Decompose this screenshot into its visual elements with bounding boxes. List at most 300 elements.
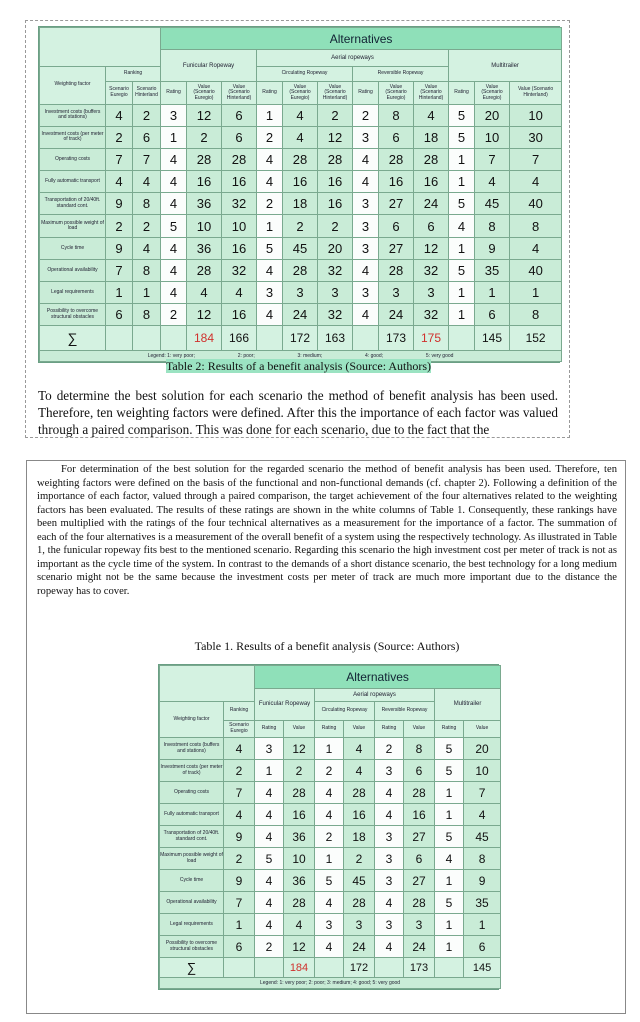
legend-item: 3: medium; (297, 352, 323, 359)
rating-cell: 1 (161, 126, 187, 148)
table-row (40, 171, 562, 193)
rating-cell: 4 (375, 892, 404, 914)
value-cell: 18 (283, 193, 318, 215)
empty-sum-cell (224, 958, 255, 978)
rating-cell: 1 (435, 936, 464, 958)
value-cell: 3 (379, 282, 414, 304)
value-cell: 8 (379, 104, 414, 126)
table-row (160, 914, 501, 936)
table-row (160, 826, 501, 848)
sum-cell: 172 (283, 326, 318, 350)
value-cell: 32 (318, 259, 353, 281)
value-cell: 10 (475, 126, 510, 148)
value-cell: 28 (283, 259, 318, 281)
value-cell: 9 (464, 870, 501, 892)
ranking-cell: 9 (224, 870, 255, 892)
ranking-cell: 4 (106, 104, 133, 126)
legend-item: 4: good; (365, 352, 384, 359)
value-cell: 12 (284, 738, 315, 760)
sum-cell: 184 (187, 326, 222, 350)
table1-corner (160, 666, 255, 702)
rating-cell: 1 (255, 760, 284, 782)
value-cell: 16 (318, 171, 353, 193)
value-cell: 6 (414, 215, 449, 237)
table-row (40, 126, 562, 148)
rating-cell: 1 (435, 804, 464, 826)
weighting-factor-label: Transportation of 20/40ft. standard cont. (40, 193, 106, 215)
rating-cell: 3 (353, 126, 379, 148)
rating-cell: 3 (315, 914, 344, 936)
rating-cell: 5 (161, 215, 187, 237)
circulating-header: Circulating Ropeway (315, 701, 375, 720)
rating-cell: 4 (353, 148, 379, 170)
value-cell: 16 (283, 171, 318, 193)
rating-cell: 4 (255, 892, 284, 914)
rating-cell: 5 (435, 738, 464, 760)
value-euregio-header: Value (Scenario Euregio) (475, 82, 510, 104)
alternatives-header: Alternatives (161, 28, 562, 50)
value-cell: 7 (464, 782, 501, 804)
rating-cell: 5 (315, 870, 344, 892)
value-cell: 6 (404, 848, 435, 870)
sum-cell: 166 (222, 326, 257, 350)
sum-cell: 172 (344, 958, 375, 978)
value-cell: 28 (344, 782, 375, 804)
table-row (160, 804, 501, 826)
rating-header: Rating (375, 720, 404, 738)
rating-cell: 4 (353, 259, 379, 281)
rating-header: Rating (353, 82, 379, 104)
rating-cell: 1 (449, 171, 475, 193)
rating-cell: 1 (257, 215, 283, 237)
value-cell: 10 (464, 760, 501, 782)
rating-cell: 4 (257, 148, 283, 170)
rating-cell: 4 (161, 148, 187, 170)
value-cell: 4 (344, 760, 375, 782)
circulating-header: Circulating Ropeway (257, 66, 353, 82)
rating-cell: 1 (449, 282, 475, 304)
legend-item: 5: very good (425, 352, 454, 359)
rating-cell: 3 (375, 870, 404, 892)
ranking-cell: 9 (106, 237, 133, 259)
rating-cell: 3 (257, 282, 283, 304)
table-row (40, 193, 562, 215)
weighting-factor-label: Transportation of 20/40ft. standard cont. (160, 826, 224, 848)
table1-legend: Legend: 1: very poor; 2: poor; 3: medium; 4: good; 5: very good (160, 978, 501, 989)
value-cell: 20 (318, 237, 353, 259)
ranking-cell: 6 (224, 936, 255, 958)
empty-sum-cell (353, 326, 379, 350)
value-cell: 24 (379, 304, 414, 326)
value-cell: 16 (284, 804, 315, 826)
value-cell: 24 (344, 936, 375, 958)
value-cell: 6 (222, 126, 257, 148)
value-cell: 32 (414, 304, 449, 326)
value-cell: 12 (284, 936, 315, 958)
table-row (160, 892, 501, 914)
value-cell: 4 (510, 171, 562, 193)
sum-symbol: ∑ (40, 326, 106, 350)
value-cell: 2 (187, 126, 222, 148)
table1-caption: Table 1. Results of a benefit analysis (Source: Authors) (194, 639, 460, 653)
value-cell: 45 (464, 826, 501, 848)
weighting-factor-label: Investment costs (buffers and stations) (40, 104, 106, 126)
rating-cell: 3 (353, 193, 379, 215)
rating-cell: 2 (315, 760, 344, 782)
table2-corner (40, 28, 161, 67)
table-row (40, 259, 562, 281)
rating-cell: 4 (435, 848, 464, 870)
rating-cell: 3 (375, 848, 404, 870)
weighting-factor-label: Maximum possible weight of load (40, 215, 106, 237)
ranking-cell: 8 (133, 259, 161, 281)
rating-cell: 4 (257, 304, 283, 326)
value-cell: 4 (464, 804, 501, 826)
rating-cell: 4 (375, 804, 404, 826)
value-cell: 16 (222, 171, 257, 193)
ranking-cell: 7 (133, 148, 161, 170)
value-cell: 32 (222, 259, 257, 281)
weighting-factor-label: Investment costs (per meter of track) (40, 126, 106, 148)
value-cell: 32 (414, 259, 449, 281)
table-row (40, 304, 562, 326)
empty-sum-cell (133, 326, 161, 350)
reversible-header: Reversible Ropeway (353, 66, 449, 82)
weighting-factor-label: Operating costs (40, 148, 106, 170)
top-document-panel (25, 20, 570, 438)
rating-header: Rating (257, 82, 283, 104)
rating-cell: 1 (435, 914, 464, 936)
value-cell: 4 (222, 282, 257, 304)
rating-cell: 4 (353, 304, 379, 326)
top-paragraph: To determine the best solution for each scenario the method of benefit analysis has been used. Therefore, ten weighting factors were defined. After this the importance of each factor was valued through a paired comparison. This was done for each scenario, due to the fact that the (38, 388, 558, 437)
rating-cell: 2 (315, 826, 344, 848)
table-row (40, 282, 562, 304)
weighting-factor-label: Investment costs (per meter of track) (160, 760, 224, 782)
rating-cell: 4 (255, 914, 284, 936)
weighting-factor-label: Legal requirements (160, 914, 224, 936)
rating-cell: 4 (161, 259, 187, 281)
value-cell: 3 (344, 914, 375, 936)
value-cell: 24 (404, 936, 435, 958)
value-cell: 36 (284, 870, 315, 892)
value-cell: 28 (379, 259, 414, 281)
value-cell: 32 (318, 304, 353, 326)
ranking-cell: 1 (224, 914, 255, 936)
rating-cell: 5 (435, 892, 464, 914)
value-cell: 28 (404, 782, 435, 804)
rating-cell: 4 (161, 171, 187, 193)
rating-cell: 1 (435, 782, 464, 804)
value-cell: 16 (318, 193, 353, 215)
weighting-factor-label: Operational availability (160, 892, 224, 914)
aerial-ropeways-header: Aerial ropeways (257, 50, 449, 67)
rating-cell: 5 (449, 104, 475, 126)
value-cell: 28 (187, 148, 222, 170)
bottom-paragraph: For determination of the best solution for the regarded scenario the method of benefit analysis has been used. Therefore, ten weighting factors were defined on the basis of the functional and non-functional demands (cf. chapter 2). Following a definition of the importance of each factor, valued through a paired comparison, the target achievement of the four alternatives related to the weighting factors has been evaluated. The results of these ratings are shown in the white columns of Table 1. Consequently, these rankings have been multiplied with the ratings of the four technical alternatives as a measurement for the importance of a factor. The summation of each of the four alternatives is a measurement of the overall benefit of a system using the respectively technology. As illustrated in Table 1, the funicular ropeway fits best to the mentioned scenario. Regarding this scenario the high investment cost per meter of track is not as important as the cycle time of the system. In contrast to the demands of a short distance scenario, the best technology for a long medium scenario might not be the same because the investment costs per meter of track are much more important due to the distance the ropeway has to cover. (37, 464, 617, 597)
table-row (160, 760, 501, 782)
value-cell: 2 (318, 104, 353, 126)
sum-cell: 145 (475, 326, 510, 350)
value-cell: 28 (318, 148, 353, 170)
value-cell: 6 (464, 936, 501, 958)
ranking-cell: 2 (224, 848, 255, 870)
ranking-cell: 1 (133, 282, 161, 304)
rating-cell: 1 (449, 304, 475, 326)
ranking-cell: 9 (224, 826, 255, 848)
value-cell: 7 (475, 148, 510, 170)
value-cell: 27 (404, 870, 435, 892)
value-cell: 9 (475, 237, 510, 259)
value-euregio-header: Value (Scenario Euregio) (283, 82, 318, 104)
value-cell: 4 (283, 104, 318, 126)
value-cell: 20 (475, 104, 510, 126)
value-cell: 18 (344, 826, 375, 848)
value-cell: 28 (283, 148, 318, 170)
value-cell: 32 (222, 193, 257, 215)
value-cell: 40 (510, 193, 562, 215)
value-header: Value (284, 720, 315, 738)
weighting-factor-label: Fully automatic transport (40, 171, 106, 193)
rating-cell: 4 (161, 237, 187, 259)
value-cell: 28 (284, 892, 315, 914)
value-cell: 10 (222, 215, 257, 237)
ranking-cell: 7 (224, 892, 255, 914)
rating-cell: 4 (315, 936, 344, 958)
value-cell: 2 (344, 848, 375, 870)
funicular-header: Funicular Ropeway (255, 689, 315, 720)
value-cell: 4 (475, 171, 510, 193)
reversible-header: Reversible Ropeway (375, 701, 435, 720)
multitrailer-header: Multitrailer (449, 50, 562, 82)
value-header: Value (404, 720, 435, 738)
weighting-factor-label: Cycle time (160, 870, 224, 892)
value-cell: 24 (414, 193, 449, 215)
rating-header: Rating (435, 720, 464, 738)
sum-cell: 163 (318, 326, 353, 350)
rating-cell: 2 (353, 104, 379, 126)
value-cell: 3 (318, 282, 353, 304)
value-cell: 10 (187, 215, 222, 237)
value-cell: 16 (344, 804, 375, 826)
value-cell: 2 (318, 215, 353, 237)
value-cell: 2 (284, 760, 315, 782)
value-cell: 6 (404, 760, 435, 782)
value-cell: 6 (475, 304, 510, 326)
rating-cell: 3 (353, 215, 379, 237)
value-cell: 40 (510, 259, 562, 281)
sum-cell: 173 (404, 958, 435, 978)
rating-cell: 1 (315, 738, 344, 760)
value-cell: 16 (379, 171, 414, 193)
ranking-cell: 8 (133, 193, 161, 215)
sum-cell: 152 (510, 326, 562, 350)
value-cell: 4 (187, 282, 222, 304)
rating-cell: 3 (375, 914, 404, 936)
value-cell: 10 (284, 848, 315, 870)
rating-cell: 5 (255, 848, 284, 870)
table-row (40, 237, 562, 259)
value-cell: 10 (510, 104, 562, 126)
ranking-cell: 2 (133, 215, 161, 237)
sum-cell: 184 (284, 958, 315, 978)
value-cell: 36 (284, 826, 315, 848)
value-cell: 1 (475, 282, 510, 304)
ranking-cell: 2 (224, 760, 255, 782)
table-row (160, 782, 501, 804)
legend-item: 2: poor; (237, 352, 255, 359)
value-cell: 36 (187, 193, 222, 215)
value-cell: 16 (222, 304, 257, 326)
weighting-factor-label: Maximum possible weight of load (160, 848, 224, 870)
value-cell: 20 (464, 738, 501, 760)
value-cell: 45 (344, 870, 375, 892)
value-cell: 36 (187, 237, 222, 259)
rating-cell: 3 (353, 237, 379, 259)
aerial-ropeways-header: Aerial ropeways (315, 689, 435, 702)
value-cell: 4 (344, 738, 375, 760)
rating-cell: 1 (315, 848, 344, 870)
rating-cell: 4 (315, 892, 344, 914)
value-cell: 27 (379, 237, 414, 259)
rating-header: Rating (161, 82, 187, 104)
ranking-cell: 2 (106, 126, 133, 148)
ranking-cell: 6 (133, 126, 161, 148)
rating-cell: 4 (257, 259, 283, 281)
sum-cell: 145 (464, 958, 501, 978)
value-header: Value (464, 720, 501, 738)
value-cell: 16 (414, 171, 449, 193)
value-cell: 12 (318, 126, 353, 148)
rating-cell: 2 (161, 304, 187, 326)
value-cell: 28 (344, 892, 375, 914)
value-cell: 3 (283, 282, 318, 304)
weighting-factor-label: Cycle time (40, 237, 106, 259)
ranking-cell: 1 (106, 282, 133, 304)
value-hinterland-header: Value (Scenario Hinterland) (318, 82, 353, 104)
scenario-euregio-header: Scenario Euregio (224, 720, 255, 738)
rating-cell: 4 (161, 193, 187, 215)
ranking-cell: 4 (224, 738, 255, 760)
rating-cell: 5 (435, 826, 464, 848)
table-row (160, 848, 501, 870)
empty-sum-cell (449, 326, 475, 350)
empty-sum-cell (435, 958, 464, 978)
value-cell: 6 (222, 104, 257, 126)
rating-cell: 3 (161, 104, 187, 126)
ranking-cell: 6 (106, 304, 133, 326)
weighting-factor-label: Legal requirements (40, 282, 106, 304)
table-row (40, 215, 562, 237)
ranking-cell: 8 (133, 304, 161, 326)
ranking-header: Ranking (224, 701, 255, 720)
table-row (40, 148, 562, 170)
rating-header: Rating (449, 82, 475, 104)
value-header: Value (344, 720, 375, 738)
rating-cell: 2 (375, 738, 404, 760)
rating-cell: 4 (449, 215, 475, 237)
weighting-factor-label: Possibility to overcome structural obstacles (160, 936, 224, 958)
rating-cell: 4 (255, 804, 284, 826)
ranking-cell: 7 (106, 259, 133, 281)
value-euregio-header: Value (Scenario Euregio) (379, 82, 414, 104)
value-cell: 27 (379, 193, 414, 215)
value-cell: 28 (187, 259, 222, 281)
rating-cell: 4 (161, 282, 187, 304)
weighting-factor-label: Possibility to overcome structural obstacles (40, 304, 106, 326)
ranking-cell: 4 (106, 171, 133, 193)
empty-sum-cell (375, 958, 404, 978)
value-cell: 16 (187, 171, 222, 193)
value-cell: 4 (414, 104, 449, 126)
value-hinterland-header: Value (Scenario Hinterland) (222, 82, 257, 104)
rating-cell: 3 (375, 826, 404, 848)
rating-cell: 1 (257, 104, 283, 126)
ranking-cell: 9 (106, 193, 133, 215)
rating-cell: 4 (257, 171, 283, 193)
rating-cell: 2 (255, 936, 284, 958)
value-cell: 3 (404, 914, 435, 936)
ranking-cell: 2 (133, 104, 161, 126)
value-cell: 12 (187, 104, 222, 126)
value-cell: 8 (404, 738, 435, 760)
value-cell: 8 (510, 215, 562, 237)
weighting-factor-header: Weighting factor (40, 66, 106, 104)
ranking-cell: 4 (133, 237, 161, 259)
empty-sum-cell (161, 326, 187, 350)
value-cell: 30 (510, 126, 562, 148)
benefit-table-1 (158, 664, 499, 990)
value-cell: 3 (414, 282, 449, 304)
value-cell: 28 (379, 148, 414, 170)
value-cell: 4 (284, 914, 315, 936)
value-cell: 16 (404, 804, 435, 826)
weighting-factor-label: Fully automatic transport (160, 804, 224, 826)
weighting-factor-label: Investment costs (buffers and stations) (160, 738, 224, 760)
ranking-cell: 4 (224, 804, 255, 826)
value-cell: 28 (284, 782, 315, 804)
table-row (160, 936, 501, 958)
rating-cell: 3 (375, 760, 404, 782)
rating-cell: 3 (353, 282, 379, 304)
benefit-table-2 (38, 26, 560, 363)
table-row (160, 738, 501, 760)
value-euregio-header: Value (Scenario Euregio) (187, 82, 222, 104)
value-cell: 12 (187, 304, 222, 326)
bottom-document-panel (26, 460, 626, 1014)
ranking-cell: 7 (106, 148, 133, 170)
value-hinterland-header: Value (Scenario Hinterland) (414, 82, 449, 104)
rating-cell: 4 (255, 870, 284, 892)
empty-sum-cell (255, 958, 284, 978)
empty-sum-cell (315, 958, 344, 978)
rating-cell: 2 (257, 193, 283, 215)
value-cell: 6 (379, 215, 414, 237)
weighting-factor-label: Operating costs (160, 782, 224, 804)
table2-caption: Table 2: Results of a benefit analysis (Source: Authors) (165, 359, 432, 373)
rating-cell: 5 (257, 237, 283, 259)
rating-cell: 4 (315, 782, 344, 804)
ranking-header: Ranking (106, 66, 161, 82)
rating-cell: 5 (435, 760, 464, 782)
rating-cell: 4 (353, 171, 379, 193)
value-hinterland-header: Value (Scenario Hinterland) (510, 82, 562, 104)
value-cell: 6 (379, 126, 414, 148)
value-cell: 1 (464, 914, 501, 936)
value-cell: 2 (283, 215, 318, 237)
empty-sum-cell (106, 326, 133, 350)
value-cell: 1 (510, 282, 562, 304)
